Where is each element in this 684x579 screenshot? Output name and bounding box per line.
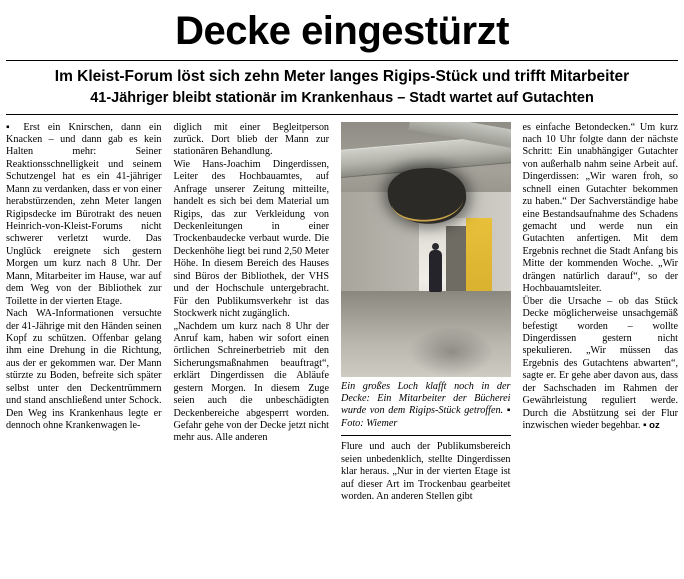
article-paragraph [523, 296, 679, 433]
article-columns [0, 122, 684, 504]
article-column-3 [341, 122, 510, 504]
subheadline-primary: Im Kleist-Forum löst sich zehn Meter langes Rigips-Stück und trifft Mitarbeiter [54, 68, 630, 85]
article-column-4 [523, 122, 679, 433]
article-paragraph: Flure und auch der Publikumsbereich seien unbedenklich, stellte Dingerdissen klar heraus. „Nur in der vierten Etage ist auf dieser Art im Trockenbau gearbeitet worden. An anderen Stellen gibt [341, 441, 511, 502]
photo-wrap [341, 122, 510, 377]
subheadline-secondary: 41-Jähriger bleibt stationär im Krankenhaus – Stadt wartet auf Gutachten [90, 90, 594, 107]
author-signature: oz [649, 420, 660, 431]
article-paragraph: Nach WA-Informationen versuchte der 41-Jährige mit den Händen seinen Kopf zu schützen. Offenbar gelang ihm eine Drehung in die Richtung, aus der er gekommen war. Der Mann stürzte zu Boden, befreite sich später selbst unter den Deckentrümmern und stand anschließend unter Schock. Den Weg ins Krankenhaus legte er dennoch ohne Krankenwagen le- [6, 308, 162, 431]
article-column-2 [174, 122, 330, 445]
article-paragraph: Wie Hans-Joachim Dingerdissen, Leiter des Hochbauamtes, auf Anfrage unserer Zeitung mitteilte, handelt es sich bei dem Material um Rigips, das zur Verkleidung von Deckenleitungen in einer Trockenbaudecke verbaut wurde. Die Deckenhöhe liegt bei rund 2,50 Meter Höhe. In diesem Bereich des Hauses sind Büros der Bibliothek, der VHS und der Hochschule untergebracht. Für den Publikumsverkehr ist das Stockwerk nicht zugänglich. [173, 158, 330, 320]
caption-divider [341, 435, 510, 436]
photo-person [429, 250, 442, 292]
article-paragraph: diglich mit einer Begleitperson zurück. Dort blieb der Mann zur stationären Behandlung. [173, 121, 330, 158]
newspaper-page [0, 10, 684, 579]
paragraph-text: Über die Ursache – ob das Stück Decke möglicherweise unsachgemäß befestigt worden – wollte Dingerdissen gestern nicht spekulieren. „Wir müssen das Ergebnis des Gutachtens abwarten“, sagte er. Er gehe aber davon aus, dass der Sachschaden im Rahmen der Gewährleistung reguliert werde. Durch die Abstützung sei der Flur inzwischen wieder begehbar. ▪ [522, 295, 679, 431]
article-paragraph: „Nachdem um kurz nach 8 Uhr der Anruf kam, haben wir sofort einen örtlichen Schreinerbetrieb mit den Sicherungsmaßnahmen beauftragt“, erklärt Dingerdissen die Abläufe gestern Morgen. In diesem Zuge seien auch die unbeschädigten Deckenbereiche abgesperrt worden. Gefahr gehe von der Decke jetzt nicht mehr aus. Alle anderen [173, 320, 330, 444]
article-paragraph: es einfache Betondecken.“ Um kurz nach 10 Uhr folgte dann der nächste Schritt: Ein unabhängiger Gutachter von außerhalb nahm seine Arbeit auf. Dingerdissen: „Wir waren froh, so schnell einen Gutachter bekommen zu haben.“ Der Sachverständige habe eine Bestandsaufnahme des Schadens gemacht und werde nun ein Gutachten anfertigen. Mit dem Ergebnis rechnet die Stadt Anfang bis Mitte der kommenden Woche. „Wir drängen natürlich darauf“, so der Hochbauamtsleiter. [522, 121, 679, 295]
article-paragraph [6, 122, 162, 309]
photo-shadow [409, 327, 494, 377]
photo-caption: Ein großes Loch klafft noch in der Decke: Ein Mitarbeiter der Bücherei wurde von dem Rigips-Stück getroffen. ▪ Foto: Wiemer [341, 380, 511, 429]
subheadline-divider [6, 114, 678, 115]
ceiling-collapse-photo [341, 122, 510, 377]
page-headline: Decke eingestürzt [175, 9, 509, 53]
paragraph-text: ▪ Erst ein Knirschen, dann ein Knacken – und dann gab es kein Halten mehr: Seiner Reaktionsschnelligkeit und seinem Schutzengel hat es ein 41-jähriger Mann zu verdanken, dass er von einer herabstürzenden, zehn Meter langen Rigipsdecke im Bürotrakt des neuen Heinrich-von-Kleist-Forums nicht schwerer verletzt wurde. Das Unglück ereignete sich gestern Morgen um kurz nach 8 Uhr. Der Mann, Mitarbeiter im Hause, war auf dem Weg von der Bibliothek zur Toilette in der vierten Etage. [6, 121, 162, 307]
headline-divider [6, 60, 678, 61]
article-column-1 [6, 122, 162, 433]
